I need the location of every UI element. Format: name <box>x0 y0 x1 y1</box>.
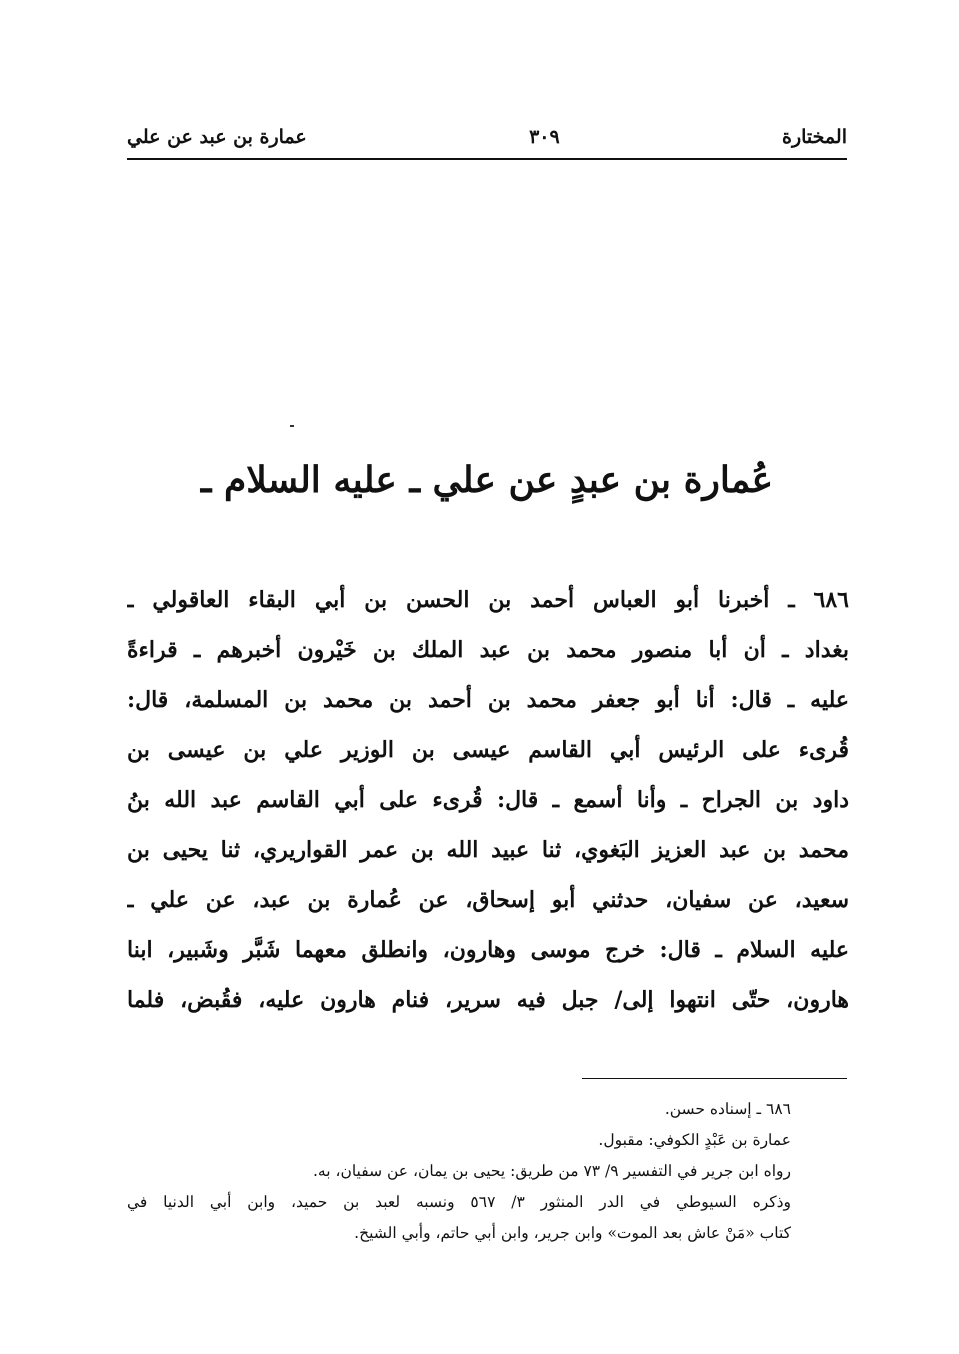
text-line: قُرىء على الرئيس أبي القاسم عيسى بن الوزير علي بن عيسى بن <box>127 737 849 763</box>
chapter-title: عُمارة بن عبدٍ عن علي ـ عليه السلام ـ <box>200 459 774 501</box>
footnote-separator <box>582 1078 847 1079</box>
footnote-line: رواه ابن جرير في التفسير ٩/ ٧٣ من طريق: يحيى بن يمان، عن سفيان، به. <box>312 1162 791 1180</box>
text-line: هارون، حتّى انتهوا إلى/ جبل فيه سرير، فنام هارون عليه، فقُبض، فلما <box>127 987 849 1013</box>
main-text <box>127 575 849 1025</box>
text-line: عليه السلام ـ قال: خرج موسى وهارون، وانطلق معهما شَبَّر وشَبير، ابنا <box>127 937 849 963</box>
running-header <box>127 122 847 160</box>
text-line: داود بن الجراح ـ وأنا أسمع ـ قال: قُرىء على أبي القاسم عبد الله بنُ <box>127 787 849 813</box>
text-line: عليه ـ قال: أنا أبو جعفر محمد بن أحمد بن محمد بن المسلمة، قال: <box>127 687 849 713</box>
stray-mark <box>290 425 294 427</box>
footnote-line: كتاب «مَنْ عاش بعد الموت» وابن جرير، وابن أبي حاتم، وأبي الشيخ. <box>354 1224 791 1242</box>
text-line: بغداد ـ أن أبا منصور محمد بن عبد الملك بن خَيْرون أخبرهم ـ قراءةً <box>127 637 849 663</box>
page-number: ٣٠٩ <box>529 126 560 148</box>
footnotes <box>127 1094 849 1249</box>
footnote-line: عمارة بن عَبْدٍ الكوفي: مقبول. <box>598 1131 791 1149</box>
footnote-line: وذكره السيوطي في الدر المنثور ٣/ ٥٦٧ ونسبه لعبد بن حميد، وابن أبي الدنيا في <box>127 1193 792 1211</box>
text-line: سعيد، عن سفيان، حدثني أبو إسحاق، عن عُمارة بن عبد، عن علي ـ <box>127 887 849 913</box>
footnote-line: ٦٨٦ ـ إسناده حسن. <box>664 1100 791 1118</box>
text-line: محمد بن عبد العزيز البَغوي، ثنا عبيد الله بن عمر القواريري، ثنا يحيى بن <box>127 837 849 863</box>
header-section-title: عمارة بن عبد عن علي <box>127 126 307 148</box>
text-line: ٦٨٦ ـ أخبرنا أبو العباس أحمد بن الحسن بن أبي البقاء العاقولي ـ <box>127 587 849 613</box>
header-book-title: المختارة <box>782 126 847 148</box>
